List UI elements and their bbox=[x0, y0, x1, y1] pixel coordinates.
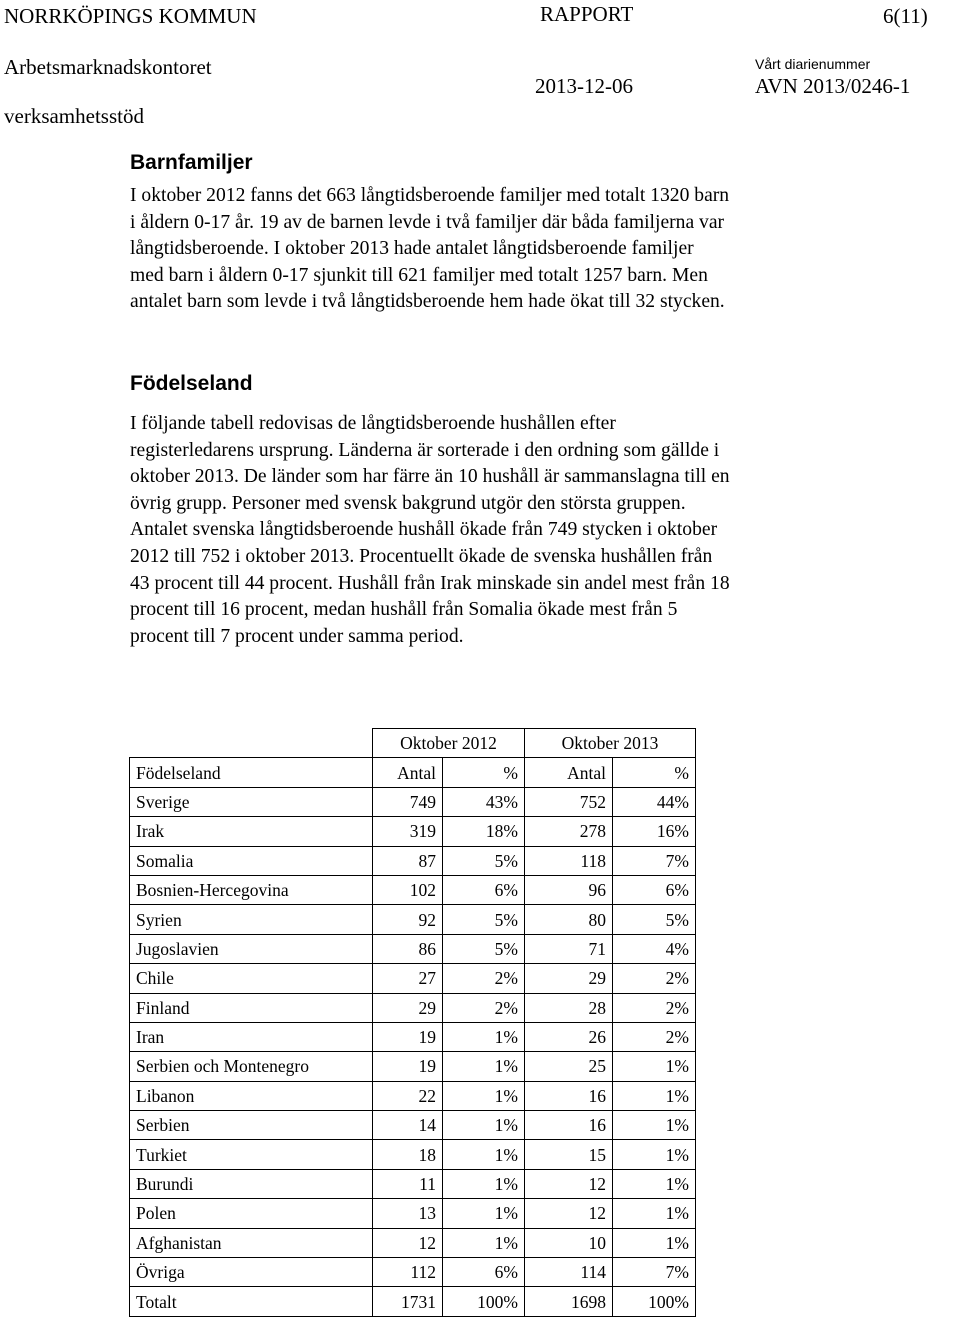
table-header-row bbox=[130, 758, 696, 787]
cell-country: Polen bbox=[130, 1199, 373, 1228]
table-row bbox=[130, 1140, 696, 1169]
table-row bbox=[130, 1052, 696, 1081]
period-header-2013: Oktober 2013 bbox=[525, 729, 696, 758]
cell-country: Irak bbox=[130, 817, 373, 846]
cell-count-2012: 14 bbox=[373, 1111, 443, 1140]
paragraph-line: procent till 7 procent under samma period. bbox=[130, 625, 464, 647]
section-heading-barnfamiljer: Barnfamiljer bbox=[130, 151, 253, 174]
cell-percent-2012: 1% bbox=[443, 1052, 525, 1081]
cell-percent-2013: 1% bbox=[613, 1169, 696, 1198]
cell-percent-2013: 2% bbox=[613, 993, 696, 1022]
cell-country: Jugoslavien bbox=[130, 934, 373, 963]
cell-percent-2012: 1% bbox=[443, 1022, 525, 1051]
cell-country: Somalia bbox=[130, 846, 373, 875]
cell-count-2013: 28 bbox=[525, 993, 613, 1022]
column-header-country: Födelseland bbox=[130, 758, 373, 787]
cell-count-2012: 102 bbox=[373, 875, 443, 904]
table-period-row bbox=[130, 729, 696, 758]
cell-count-2012: 749 bbox=[373, 787, 443, 816]
cell-count-2013: 278 bbox=[525, 817, 613, 846]
cell-percent-2013: 100% bbox=[613, 1287, 696, 1316]
cell-percent-2013: 1% bbox=[613, 1228, 696, 1257]
paragraph-line: med barn i åldern 0-17 sjunkit till 621 familjer med totalt 1257 barn. Men bbox=[130, 264, 708, 286]
cell-count-2012: 86 bbox=[373, 934, 443, 963]
cell-count-2012: 13 bbox=[373, 1199, 443, 1228]
paragraph-line: 2012 till 752 i oktober 2013. Procentuellt ökade de svenska hushållen från bbox=[130, 545, 713, 567]
unit: verksamhetsstöd bbox=[4, 104, 144, 128]
table-row bbox=[130, 993, 696, 1022]
cell-percent-2013: 1% bbox=[613, 1111, 696, 1140]
table-row bbox=[130, 1258, 696, 1287]
cell-percent-2013: 1% bbox=[613, 1081, 696, 1110]
paragraph-line: I följande tabell redovisas de långtidsberoende hushållen efter bbox=[130, 413, 616, 434]
table-row bbox=[130, 1022, 696, 1051]
cell-count-2012: 92 bbox=[373, 905, 443, 934]
cell-country: Serbien bbox=[130, 1111, 373, 1140]
table-row bbox=[130, 846, 696, 875]
cell-percent-2013: 44% bbox=[613, 787, 696, 816]
cell-country: Bosnien-Hercegovina bbox=[130, 875, 373, 904]
page-number: 6(11) bbox=[883, 4, 928, 28]
cell-percent-2013: 6% bbox=[613, 875, 696, 904]
paragraph-barnfamiljer bbox=[130, 183, 870, 316]
cell-percent-2013: 16% bbox=[613, 817, 696, 846]
table-row bbox=[130, 964, 696, 993]
column-header-percent-2012: % bbox=[443, 758, 525, 787]
table-corner-cell bbox=[130, 729, 373, 758]
document-type: RAPPORT bbox=[540, 2, 634, 26]
cell-count-2013: 12 bbox=[525, 1199, 613, 1228]
paragraph-line: övrig grupp. Personer med svensk bakgrund utgör den största gruppen. bbox=[130, 492, 686, 514]
cell-percent-2013: 5% bbox=[613, 905, 696, 934]
cell-country: Afghanistan bbox=[130, 1228, 373, 1257]
cell-percent-2012: 1% bbox=[443, 1111, 525, 1140]
cell-percent-2013: 4% bbox=[613, 934, 696, 963]
cell-count-2012: 29 bbox=[373, 993, 443, 1022]
cell-count-2013: 25 bbox=[525, 1052, 613, 1081]
cell-count-2012: 319 bbox=[373, 817, 443, 846]
cell-count-2012: 18 bbox=[373, 1140, 443, 1169]
table-row bbox=[130, 1199, 696, 1228]
cell-count-2012: 11 bbox=[373, 1169, 443, 1198]
cell-percent-2012: 1% bbox=[443, 1228, 525, 1257]
table-row bbox=[130, 1287, 696, 1316]
table-row bbox=[130, 1228, 696, 1257]
cell-country: Finland bbox=[130, 993, 373, 1022]
table-row bbox=[130, 1081, 696, 1110]
cell-country: Chile bbox=[130, 964, 373, 993]
department: Arbetsmarknadskontoret bbox=[4, 55, 212, 79]
cell-count-2012: 1731 bbox=[373, 1287, 443, 1316]
cell-country: Burundi bbox=[130, 1169, 373, 1198]
cell-percent-2012: 1% bbox=[443, 1169, 525, 1198]
column-header-percent-2013: % bbox=[613, 758, 696, 787]
cell-percent-2012: 6% bbox=[443, 875, 525, 904]
cell-percent-2012: 43% bbox=[443, 787, 525, 816]
cell-count-2013: 26 bbox=[525, 1022, 613, 1051]
paragraph-line: registerledarens ursprung. Länderna är sorterade i den ordning som gällde i bbox=[130, 439, 720, 461]
cell-count-2012: 22 bbox=[373, 1081, 443, 1110]
column-header-count-2013: Antal bbox=[525, 758, 613, 787]
column-header-count-2012: Antal bbox=[373, 758, 443, 787]
reference-number: AVN 2013/0246-1 bbox=[755, 74, 911, 98]
table-row bbox=[130, 787, 696, 816]
cell-country: Libanon bbox=[130, 1081, 373, 1110]
cell-count-2013: 16 bbox=[525, 1111, 613, 1140]
cell-percent-2013: 1% bbox=[613, 1052, 696, 1081]
period-header-2012: Oktober 2012 bbox=[373, 729, 525, 758]
cell-percent-2012: 18% bbox=[443, 817, 525, 846]
cell-count-2013: 114 bbox=[525, 1258, 613, 1287]
cell-country: Totalt bbox=[130, 1287, 373, 1316]
cell-count-2013: 12 bbox=[525, 1169, 613, 1198]
cell-count-2013: 80 bbox=[525, 905, 613, 934]
cell-country: Övriga bbox=[130, 1258, 373, 1287]
table-row bbox=[130, 817, 696, 846]
cell-count-2013: 752 bbox=[525, 787, 613, 816]
cell-percent-2013: 7% bbox=[613, 846, 696, 875]
cell-count-2012: 27 bbox=[373, 964, 443, 993]
cell-count-2013: 118 bbox=[525, 846, 613, 875]
paragraph-fodelseland bbox=[130, 411, 870, 650]
paragraph-line: oktober 2013. De länder som har färre än 10 hushåll är sammanslagna till en bbox=[130, 466, 730, 488]
cell-percent-2012: 5% bbox=[443, 934, 525, 963]
cell-count-2012: 87 bbox=[373, 846, 443, 875]
cell-count-2013: 71 bbox=[525, 934, 613, 963]
cell-percent-2012: 2% bbox=[443, 964, 525, 993]
cell-percent-2013: 2% bbox=[613, 1022, 696, 1051]
org-name: NORRKÖPINGS KOMMUN bbox=[4, 4, 257, 28]
section-heading-fodelseland: Födelseland bbox=[130, 372, 253, 395]
cell-country: Sverige bbox=[130, 787, 373, 816]
cell-count-2013: 29 bbox=[525, 964, 613, 993]
paragraph-line: i åldern 0-17 år. 19 av de barnen levde i två familjer där båda familjerna var bbox=[130, 211, 725, 233]
cell-percent-2012: 5% bbox=[443, 846, 525, 875]
table-row bbox=[130, 934, 696, 963]
cell-percent-2012: 1% bbox=[443, 1081, 525, 1110]
cell-count-2013: 15 bbox=[525, 1140, 613, 1169]
paragraph-line: 43 procent till 44 procent. Hushåll från Irak minskade sin andel mest från 18 bbox=[130, 572, 730, 594]
cell-count-2013: 16 bbox=[525, 1081, 613, 1110]
cell-count-2012: 19 bbox=[373, 1052, 443, 1081]
cell-percent-2012: 100% bbox=[443, 1287, 525, 1316]
cell-country: Serbien och Montenegro bbox=[130, 1052, 373, 1081]
cell-count-2012: 12 bbox=[373, 1228, 443, 1257]
cell-percent-2013: 1% bbox=[613, 1199, 696, 1228]
table-row bbox=[130, 1169, 696, 1198]
cell-country: Syrien bbox=[130, 905, 373, 934]
cell-percent-2012: 6% bbox=[443, 1258, 525, 1287]
cell-percent-2013: 2% bbox=[613, 964, 696, 993]
cell-percent-2012: 1% bbox=[443, 1199, 525, 1228]
paragraph-line: I oktober 2012 fanns det 663 långtidsberoende familjer med totalt 1320 barn bbox=[130, 185, 730, 206]
paragraph-line: Antalet svenska långtidsberoende hushåll ökade från 749 stycken i oktober bbox=[130, 519, 718, 541]
cell-country: Turkiet bbox=[130, 1140, 373, 1169]
cell-count-2012: 112 bbox=[373, 1258, 443, 1287]
document-date: 2013-12-06 bbox=[535, 74, 633, 98]
paragraph-line: procent till 16 procent, medan hushåll från Somalia ökade mest från 5 bbox=[130, 599, 678, 621]
cell-count-2013: 96 bbox=[525, 875, 613, 904]
cell-percent-2012: 5% bbox=[443, 905, 525, 934]
cell-percent-2013: 1% bbox=[613, 1140, 696, 1169]
cell-country: Iran bbox=[130, 1022, 373, 1051]
cell-count-2013: 1698 bbox=[525, 1287, 613, 1316]
cell-count-2012: 19 bbox=[373, 1022, 443, 1051]
paragraph-line: långtidsberoende. I oktober 2013 hade antalet långtidsberoende familjer bbox=[130, 238, 694, 260]
table-row bbox=[130, 905, 696, 934]
reference-label: Vårt diarienummer bbox=[755, 56, 871, 72]
birth-country-table bbox=[129, 728, 696, 1317]
table-row bbox=[130, 1111, 696, 1140]
paragraph-line: antalet barn som levde i två långtidsberoende hem hade ökat till 32 stycken. bbox=[130, 291, 725, 313]
table-row bbox=[130, 875, 696, 904]
cell-percent-2012: 2% bbox=[443, 993, 525, 1022]
cell-percent-2013: 7% bbox=[613, 1258, 696, 1287]
cell-count-2013: 10 bbox=[525, 1228, 613, 1257]
cell-percent-2012: 1% bbox=[443, 1140, 525, 1169]
